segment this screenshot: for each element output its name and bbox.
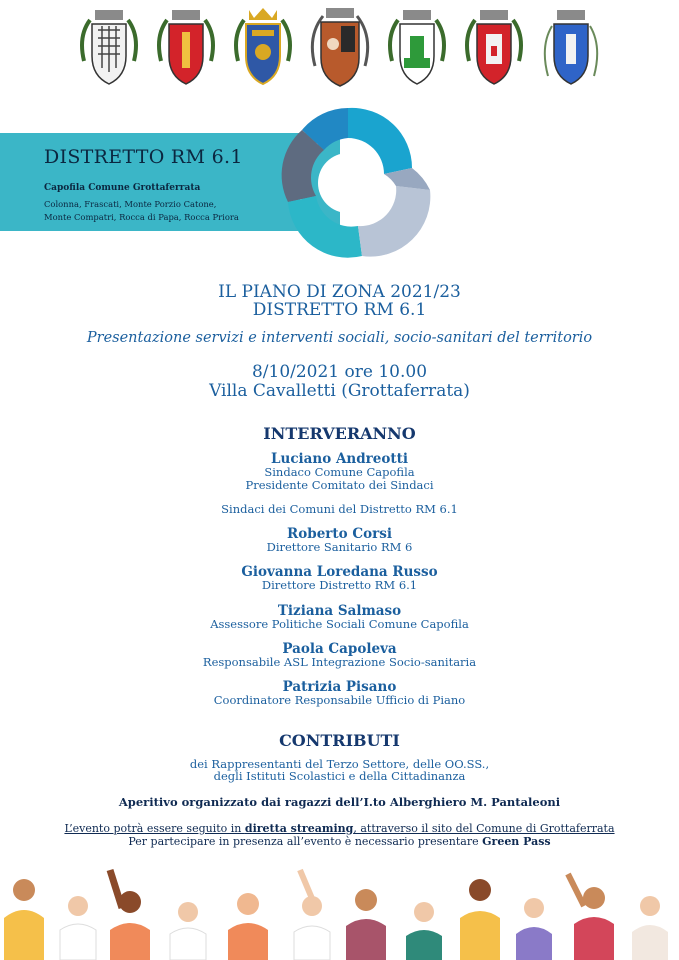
- green-pass-label: Green Pass: [482, 835, 551, 848]
- green-pass-text: Per partecipare in presenza all’evento è necessario presentare: [128, 835, 483, 848]
- green-pass-note: [0, 835, 679, 848]
- capofila-label: Capofila Comune Grottaferrata: [44, 183, 201, 193]
- person-figure: [632, 896, 668, 960]
- streaming-note: [0, 822, 679, 835]
- speaker-name: Paola Capoleva: [282, 641, 397, 657]
- speaker-name: Giovanna Loredana Russo: [241, 564, 438, 580]
- municipal-crests-row: [0, 0, 679, 100]
- person-figure: [60, 896, 96, 960]
- person-figure: [294, 870, 330, 960]
- streaming-link[interactable]: diretta streaming: [244, 822, 354, 835]
- district-swirl-logo: [262, 98, 434, 268]
- contributions-line-2: degli Istituti Scolastici e della Cittadinanza: [213, 769, 466, 783]
- streaming-text-pre: L’evento potrà essere seguito in: [64, 822, 245, 835]
- event-place: Villa Cavalletti (Grottaferrata): [209, 381, 470, 401]
- contributions-heading: CONTRIBUTI: [279, 731, 400, 750]
- speaker-role: Direttore Distretto RM 6.1: [261, 578, 418, 592]
- person-figure: [568, 874, 614, 960]
- speaker-role: Presidente Comitato dei Sindaci: [245, 478, 434, 492]
- person-figure: [110, 870, 150, 960]
- speaker-role: Coordinatore Responsabile Ufficio di Piano: [213, 693, 466, 707]
- municipalities-line-1: Colonna, Frascati, Monte Porzio Catone,: [44, 199, 217, 209]
- contributions-line-1: dei Rappresentanti del Terzo Settore, delle OO.SS.,: [189, 757, 490, 771]
- crest-saint-icon: [309, 6, 371, 94]
- aperitivo-note: Aperitivo organizzato dai ragazzi dell’I.to Alberghiero M. Pantaleoni: [118, 795, 561, 809]
- crest-green-tower-icon: [386, 6, 448, 94]
- person-figure: [346, 889, 386, 960]
- speaker-name: Patrizia Pisano: [282, 679, 397, 695]
- person-figure: [460, 879, 500, 960]
- speaker-name: Luciano Andreotti: [271, 451, 408, 467]
- speaker-role: Responsabile ASL Integrazione Socio-sanitaria: [202, 655, 477, 669]
- speaker-name: Roberto Corsi: [287, 526, 392, 542]
- person-figure: [4, 879, 44, 960]
- streaming-text-post: , attraverso il sito del Comune di Grottaferrata: [353, 822, 615, 835]
- plan-district: DISTRETTO RM 6.1: [252, 300, 427, 320]
- speaker-role: Direttore Sanitario RM 6: [266, 540, 413, 554]
- person-figure: [228, 893, 268, 960]
- plan-subtitle: Presentazione servizi e interventi sociali, socio-sanitari del territorio: [86, 330, 593, 346]
- crest-tower-red-icon: [155, 6, 217, 94]
- crest-grid-icon: [78, 6, 140, 94]
- event-date: 8/10/2021 ore 10.00: [251, 362, 428, 382]
- person-figure: [170, 902, 206, 960]
- people-illustration: [0, 860, 679, 960]
- person-figure: [406, 902, 442, 960]
- plan-title: IL PIANO DI ZONA 2021/23: [218, 282, 461, 302]
- crest-spqr-icon: [232, 6, 294, 94]
- mayors-line: Sindaci dei Comuni del Distretto RM 6.1: [221, 502, 458, 516]
- speaker-role: Sindaco Comune Capofila: [264, 465, 415, 479]
- district-title: DISTRETTO RM 6.1: [44, 146, 243, 168]
- person-figure: [516, 898, 552, 960]
- speaker-role: Assessore Politiche Sociali Comune Capofila: [210, 617, 469, 631]
- municipalities-line-2: Monte Compatri, Rocca di Papa, Rocca Priora: [44, 212, 239, 222]
- speaker-name: Tiziana Salmaso: [277, 603, 402, 619]
- crest-blue-tower-icon: [540, 6, 602, 94]
- crest-red-castle-icon: [463, 6, 525, 94]
- speakers-heading: INTERVERANNO: [263, 424, 416, 443]
